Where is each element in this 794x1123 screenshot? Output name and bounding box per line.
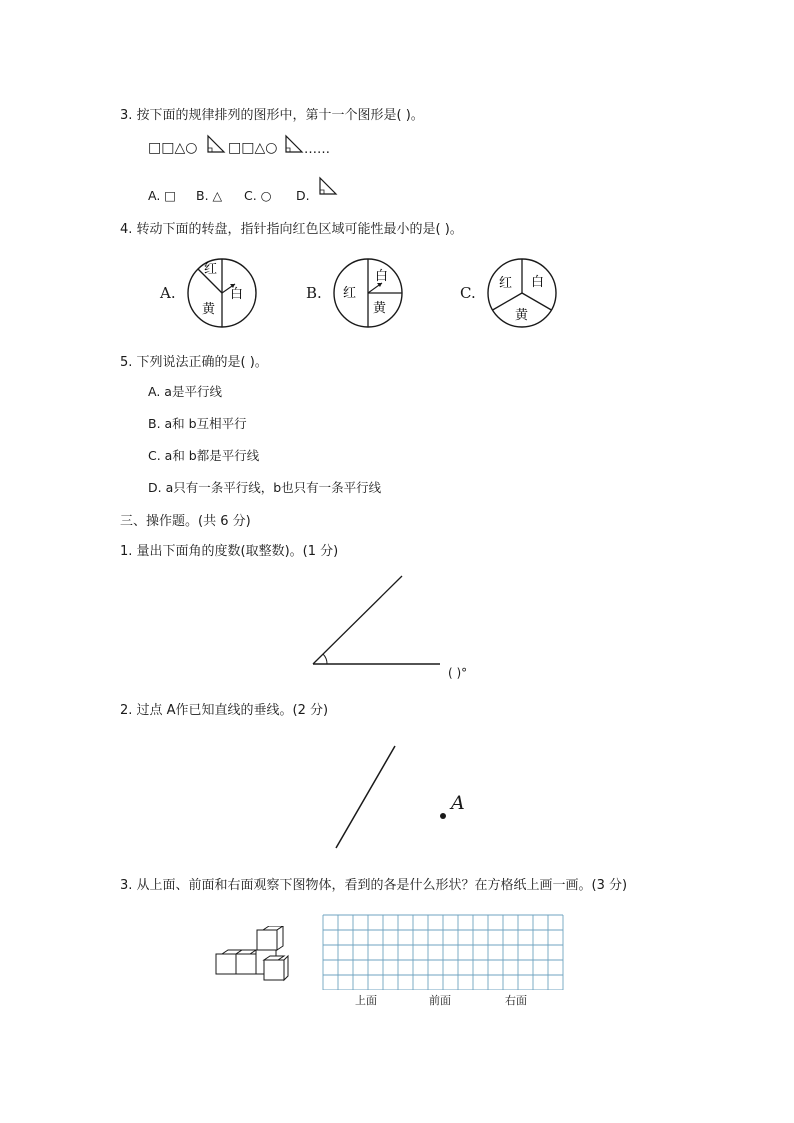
grid-label-top: 上面 [355, 994, 377, 1007]
q3-text: 3. 按下面的规律排列的图形中，第十一个图形是( )。 [120, 108, 424, 123]
spinner-a-white: 白 [230, 287, 244, 302]
angle-figure [300, 570, 450, 670]
right-triangle-icon [206, 134, 226, 154]
right-triangle-icon [284, 134, 304, 154]
q3-option-a: A. □ [148, 188, 177, 203]
spinner-c-yellow: 黄 [515, 308, 529, 323]
point-a [440, 813, 446, 819]
spinner-b-red: 红 [343, 286, 357, 301]
q3-ellipsis: …… [304, 142, 330, 157]
point-a-label: A [451, 792, 465, 814]
q4-text: 4. 转动下面的转盘，指针指向红色区域可能性最小的是( )。 [120, 222, 463, 237]
spinner-b-label: B. [306, 284, 322, 302]
q5-option-d: D. a只有一条平行线，b也只有一条平行线 [148, 480, 382, 495]
spinner-c-label: C. [460, 284, 476, 302]
op1-text: 1. 量出下面角的度数(取整数)。(1 分) [120, 544, 339, 559]
q5-option-c: C. a和 b都是平行线 [148, 448, 260, 463]
spinner-b-yellow: 黄 [373, 301, 387, 316]
q3-sequence-part1: □□△○ [148, 140, 198, 156]
spinner-b [331, 256, 405, 330]
q5-option-a: A. a是平行线 [148, 384, 222, 399]
q5-text: 5. 下列说法正确的是( )。 [120, 355, 268, 370]
q5-option-b: B. a和 b互相平行 [148, 416, 247, 431]
q3-sequence-part2: □□△○ [228, 140, 278, 156]
cube-stack-figure [214, 926, 290, 982]
spinner-c [485, 256, 559, 330]
q3-option-d: D. [296, 188, 310, 203]
section3-title: 三、操作题。(共 6 分) [120, 514, 251, 529]
spinner-c-red: 红 [499, 276, 513, 291]
spinner-b-white: 白 [375, 269, 389, 284]
op2-text: 2. 过点 A作已知直线的垂线。(2 分) [120, 703, 329, 718]
right-triangle-icon [318, 176, 338, 196]
grid-label-front: 前面 [429, 994, 451, 1007]
spinner-a-red: 红 [204, 262, 218, 277]
op3-text: 3. 从上面、前面和右面观察下图物体，看到的各是什么形状？在方格纸上画一画。(3 分) [120, 878, 628, 893]
drawing-grid[interactable] [322, 914, 564, 990]
op1-answer-blank: ( )° [448, 666, 468, 680]
spinner-a-yellow: 黄 [202, 302, 216, 317]
spinner-a-label: A. [160, 284, 176, 302]
grid-label-right: 右面 [505, 994, 527, 1007]
spinner-a [185, 256, 259, 330]
spinner-c-white: 白 [531, 275, 545, 290]
q3-option-b: B. △ [196, 188, 223, 203]
q3-option-c: C. ○ [244, 188, 272, 203]
